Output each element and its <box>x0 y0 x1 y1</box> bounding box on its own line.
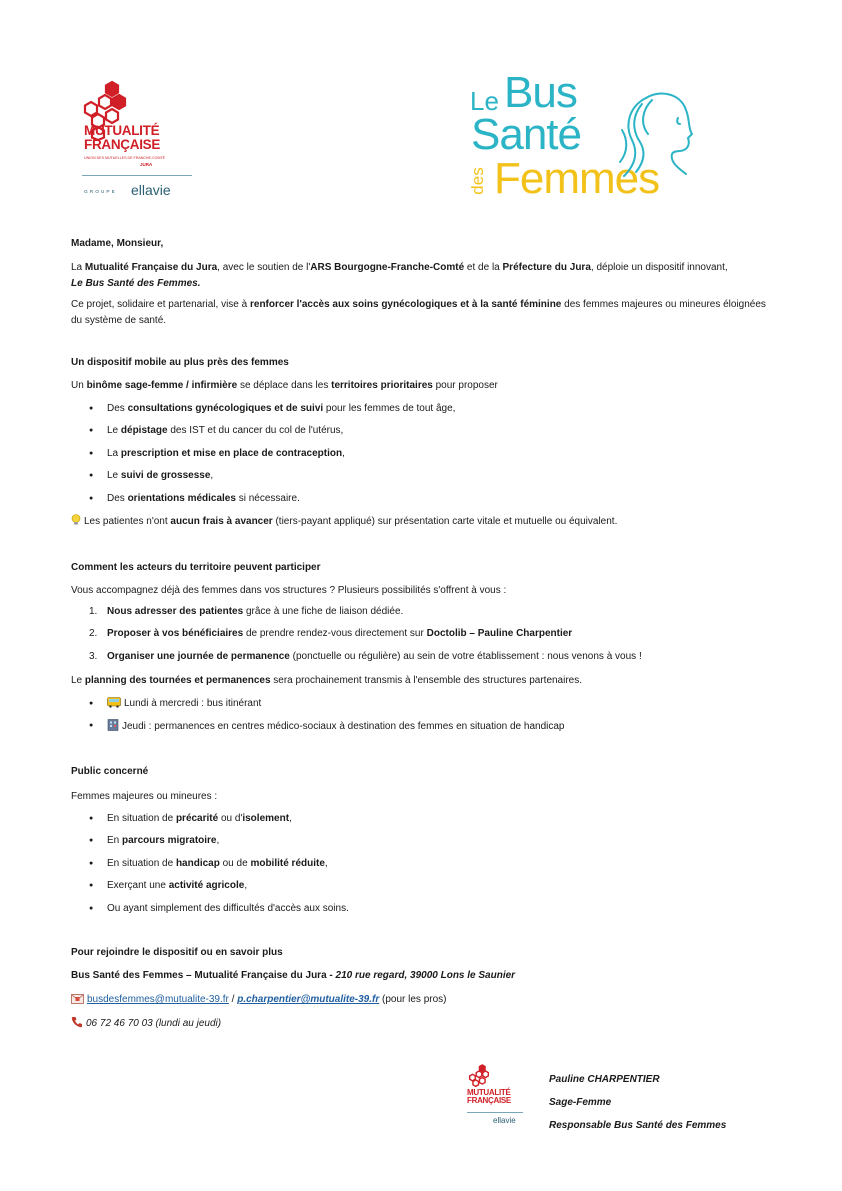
bold-text: prescription et mise en place de contraception <box>120 447 343 459</box>
text: , <box>289 813 292 824</box>
intro-paragraph-2 <box>71 297 771 329</box>
text: Les patientes n'ont <box>84 516 171 527</box>
planning-paragraph <box>71 673 771 689</box>
text: pour les femmes de tout âge, <box>323 403 456 414</box>
list-item <box>89 902 349 924</box>
text: Le <box>71 675 85 686</box>
text: Le <box>107 425 121 437</box>
woman-profile-icon <box>618 90 700 186</box>
section1-lead <box>71 378 771 394</box>
bold-text: précarité <box>175 813 219 824</box>
text: de prendre rendez-vous directement sur <box>243 628 427 640</box>
doctolib-link: Doctolib – Pauline Charpentier <box>426 628 573 640</box>
text: pour proposer <box>432 380 498 391</box>
section1-note <box>71 514 771 530</box>
intro-goal: renforcer l'accès aux soins gynécologiques et à la santé féminine <box>249 299 562 310</box>
text: Le <box>107 470 121 482</box>
email-link-pros[interactable]: p.charpentier@mutualite-39.fr <box>237 994 380 1005</box>
text: En <box>107 835 123 847</box>
bus-icon <box>107 697 121 708</box>
text: , <box>342 447 345 459</box>
list-item <box>89 424 455 446</box>
list-item <box>89 469 455 491</box>
section2-title: Comment les acteurs du territoire peuvent participer <box>71 562 321 573</box>
intro-text: La <box>71 262 85 273</box>
bold-text: activité agricole <box>168 880 245 892</box>
bus-sante-logo <box>468 68 708 208</box>
schedule-list <box>89 697 564 742</box>
address-line <box>71 968 771 984</box>
intro-prefecture: Préfecture du Jura <box>502 262 591 273</box>
signature-name: Pauline CHARPENTIER <box>549 1074 660 1085</box>
list-item <box>89 834 349 856</box>
text: Exerçant une <box>107 880 169 892</box>
bus-logo-bus: Bus <box>504 68 577 117</box>
phone-number: 06 72 46 70 03 (lundi au jeudi) <box>86 1018 222 1029</box>
text: sera prochainement transmis à l'ensemble des structures partenaires. <box>270 675 583 686</box>
mutualite-logo-small2: JURA <box>140 162 153 167</box>
bold-text: Nous adresser des patientes <box>107 606 244 617</box>
bold-text: dépistage <box>120 425 168 437</box>
binome: binôme sage-femme / infirmière <box>86 380 238 391</box>
territoires: territoires prioritaires <box>331 380 433 391</box>
mutualite-logo-divider <box>82 175 192 176</box>
signature-role: Sage-Femme <box>549 1097 612 1108</box>
list-item <box>89 697 564 719</box>
signature-title: Responsable Bus Santé des Femmes <box>549 1120 727 1131</box>
bus-logo-le: Le <box>470 86 499 116</box>
intro-text: , déploie un dispositif innovant, <box>590 262 728 273</box>
address-street: 210 rue regard, 39000 Lons le Saunier <box>335 970 516 981</box>
intro-org: Mutualité Française du Jura <box>84 262 218 273</box>
services-list <box>89 402 455 514</box>
list-item <box>89 627 642 649</box>
text: (ponctuelle ou régulière) au sein de votre établissement : nous venons à vous ! <box>289 650 642 662</box>
intro-ars: ARS Bourgogne-Franche-Comté <box>310 262 465 273</box>
text: Des <box>107 492 128 504</box>
schedule-item-text: Jeudi : permanences en centres médico-sociaux à destination des femmes en situation de handicap <box>122 721 565 733</box>
bold-text: aucun frais à avancer <box>170 516 273 527</box>
text: si nécessaire. <box>235 492 300 504</box>
greeting: Madame, Monsieur, <box>71 238 164 249</box>
signature-logo-line1: MUTUALITÉ <box>467 1088 511 1097</box>
text: En situation de <box>107 857 176 869</box>
list-number: 1. <box>89 606 98 617</box>
signature-logo-line2: FRANÇAISE <box>467 1096 511 1105</box>
text: (pour les pros) <box>379 994 447 1005</box>
address-org: Bus Santé des Femmes – Mutualité Française du Jura - <box>71 970 336 981</box>
mutualite-logo-line1: MUTUALITÉ <box>84 123 160 138</box>
text: , <box>210 470 214 482</box>
signature-logo <box>463 1064 533 1134</box>
list-item <box>89 447 455 469</box>
email-link-general[interactable]: busdesfemmes@mutualite-39.fr <box>87 994 229 1005</box>
intro-text: , avec le soutien de l' <box>217 262 311 273</box>
text: des IST et du cancer du col de l'utérus, <box>167 425 344 437</box>
bold-text: orientations médicales <box>127 492 236 504</box>
text: La <box>107 447 121 459</box>
bus-logo-des: des <box>468 167 487 195</box>
text: grâce à une fiche de liaison dédiée. <box>243 606 404 617</box>
bold-text: suivi de grossesse <box>120 470 211 482</box>
text: Ou ayant simplement des difficultés d'accès aux soins. <box>107 902 349 914</box>
bold-text: Proposer à vos bénéficiaires <box>107 628 244 640</box>
signature-logo-divider <box>467 1112 523 1113</box>
list-item <box>89 812 349 834</box>
bold-text: parcours migratoire <box>122 835 217 847</box>
intro-program-name: Le Bus Santé des Femmes. <box>71 278 201 289</box>
list-item <box>89 492 455 514</box>
text: , <box>216 835 220 847</box>
ellavie-brand: ellavie <box>131 182 171 198</box>
intro-paragraph-1 <box>71 260 771 292</box>
list-item <box>89 605 642 627</box>
building-icon <box>107 719 119 731</box>
list-item <box>89 650 642 672</box>
text: se déplace dans les <box>237 380 332 391</box>
text: , <box>244 880 248 892</box>
mutualite-logo-small1: UNION DES MUTUELLES DE FRANCHE-COMTÉ <box>84 156 166 160</box>
section1-title: Un dispositif mobile au plus près des femmes <box>71 357 289 368</box>
section2-lead: Vous accompagnez déjà des femmes dans vos structures ? Plusieurs possibilités s'offrent à vous : <box>71 585 507 596</box>
bus-logo-sante: Santé <box>471 110 581 159</box>
text: ou de <box>219 857 251 869</box>
schedule-item-text: Lundi à mercredi : bus itinérant <box>124 698 262 709</box>
section3-title: Public concerné <box>71 766 149 777</box>
section4-title: Pour rejoindre le dispositif ou en savoir plus <box>71 947 283 958</box>
phone-line <box>71 1016 771 1032</box>
bold-text: handicap <box>175 857 220 869</box>
text: Un <box>71 380 87 391</box>
list-number: 3. <box>89 650 98 662</box>
bold-text: Organiser une journée de permanence <box>107 650 290 662</box>
intro-text: et de la <box>464 262 503 273</box>
list-item <box>89 879 349 901</box>
list-item <box>89 402 455 424</box>
envelope-icon <box>71 994 84 1004</box>
list-item <box>89 857 349 879</box>
list-number: 2. <box>89 628 98 640</box>
text: En situation de <box>107 813 176 824</box>
groupe-label: GROUPE <box>84 190 117 195</box>
intro-text: des femmes majeures ou mineures éloignées du système de santé. <box>71 299 766 326</box>
bold-text: consultations gynécologiques et de suivi <box>127 403 324 414</box>
intro-text: Ce projet, solidaire et partenarial, vise à <box>71 299 250 310</box>
text: Des <box>107 403 128 414</box>
list-item <box>89 719 564 741</box>
mutualite-logo <box>80 80 200 200</box>
signature-ellavie: ellavie <box>493 1116 516 1125</box>
audience-list <box>89 812 349 924</box>
bus-logo-femmes: Femmes <box>494 154 660 203</box>
bold-text: planning des tournées et permanences <box>84 675 271 686</box>
participation-list <box>89 605 642 672</box>
text: (tiers-payant appliqué) sur présentation carte vitale et mutuelle ou équivalent. <box>272 516 618 527</box>
phone-icon <box>71 1016 83 1028</box>
bold-text: isolement <box>242 813 290 824</box>
bold-text: mobilité réduite <box>250 857 325 869</box>
separator: / <box>228 994 238 1005</box>
email-line <box>71 992 771 1008</box>
text: ou d' <box>218 813 243 824</box>
text: , <box>324 857 328 869</box>
mutualite-logo-line2: FRANÇAISE <box>84 137 161 152</box>
lightbulb-icon <box>71 514 81 526</box>
section3-lead: Femmes majeures ou mineures : <box>71 791 218 802</box>
